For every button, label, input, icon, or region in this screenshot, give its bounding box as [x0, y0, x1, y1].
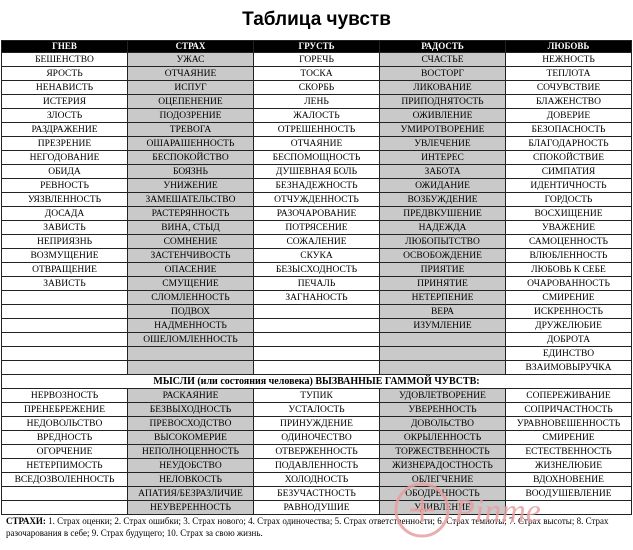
feelings-cell: ДОВЕРИЕ [506, 109, 632, 123]
feelings-cell: ПОДОЗРЕНИЕ [128, 109, 254, 123]
thoughts-cell: ВСЕДОЗВОЛЕННОСТЬ [2, 473, 128, 487]
thoughts-cell: СОПРИЧАСТНОСТЬ [506, 403, 632, 417]
feelings-cell: ПРИНЯТИЕ [380, 277, 506, 291]
feelings-cell: ОТЧАЯНИЕ [128, 67, 254, 81]
thoughts-cell: ВРЕДНОСТЬ [2, 431, 128, 445]
fears-list: 1. Страх оценки; 2. Страх ошибки; 3. Страх нового; 4. Страх одиночества; 5. Страх ответственности; 6. Страх темноты; 7. Страх высоты; 8. Страх разочарования в себе; 9. Страх будущего; 10. Страх за свою жизнь. [6, 516, 609, 538]
feelings-cell: ЛЕНЬ [254, 95, 380, 109]
thoughts-cell: УДИВЛЕНИЕ [380, 501, 506, 515]
header-fear: СТРАХ [128, 41, 254, 53]
feelings-cell: БОЯЗНЬ [128, 165, 254, 179]
thoughts-cell: УСТАЛОСТЬ [254, 403, 380, 417]
thoughts-cell: ЖИЗНЕЛЮБИЕ [506, 459, 632, 473]
header-anger: ГНЕВ [2, 41, 128, 53]
thoughts-row [2, 431, 632, 445]
feelings-cell [254, 319, 380, 333]
thoughts-cell: БЕЗВЫХОДНОСТЬ [128, 403, 254, 417]
feelings-cell: СКУКА [254, 249, 380, 263]
feelings-cell [254, 333, 380, 347]
feelings-cell: НАДЕЖДА [380, 221, 506, 235]
feelings-cell [380, 347, 506, 361]
feelings-cell: СМИРЕНИЕ [506, 291, 632, 305]
feelings-cell: УНИЖЕНИЕ [128, 179, 254, 193]
thoughts-cell: НЕПОЛНОЦЕННОСТЬ [128, 445, 254, 459]
feelings-cell: ПОДВОХ [128, 305, 254, 319]
feelings-cell: ЯРОСТЬ [2, 67, 128, 81]
divider-row [2, 375, 632, 389]
feelings-row [2, 207, 632, 221]
feelings-cell: ОБИДА [2, 165, 128, 179]
feelings-cell: ВОЗМУЩЕНИЕ [2, 249, 128, 263]
thoughts-cell: НЕДОВОЛЬСТВО [2, 417, 128, 431]
feelings-cell [2, 333, 128, 347]
feelings-cell: НАДМЕННОСТЬ [128, 319, 254, 333]
feelings-cell: ВОСХИЩЕНИЕ [506, 207, 632, 221]
thoughts-cell: ПОДАВЛЕННОСТЬ [254, 459, 380, 473]
feelings-cell: РЕВНОСТЬ [2, 179, 128, 193]
feelings-cell: СЛОМЛЕННОСТЬ [128, 291, 254, 305]
thoughts-row [2, 403, 632, 417]
header-joy: РАДОСТЬ [380, 41, 506, 53]
thoughts-cell: РАВНОДУШИЕ [254, 501, 380, 515]
feelings-cell: ГОРЕЧЬ [254, 53, 380, 67]
feelings-cell: ЗАМЕШАТЕЛЬСТВО [128, 193, 254, 207]
thoughts-cell: ВЫСОКОМЕРИЕ [128, 431, 254, 445]
feelings-cell: УВАЖЕНИЕ [506, 221, 632, 235]
feelings-cell: ЛЮБОПЫТСТВО [380, 235, 506, 249]
feelings-cell: ИНТЕРЕС [380, 151, 506, 165]
feelings-cell: ТРЕВОГА [128, 123, 254, 137]
feelings-cell: НЕГОДОВАНИЕ [2, 151, 128, 165]
feelings-cell: САМОЦЕННОСТЬ [506, 235, 632, 249]
feelings-cell: ИДЕНТИЧНОСТЬ [506, 179, 632, 193]
feelings-cell: БЕЗОПАСНОСТЬ [506, 123, 632, 137]
thoughts-cell: ОТВЕРЖЕННОСТЬ [254, 445, 380, 459]
feelings-cell [254, 347, 380, 361]
feelings-cell: ЛЮБОВЬ К СЕБЕ [506, 263, 632, 277]
feelings-cell [380, 361, 506, 375]
thoughts-body [2, 389, 632, 515]
feelings-row [2, 235, 632, 249]
feelings-cell [2, 361, 128, 375]
thoughts-cell: ВООДУШЕВЛЕНИЕ [506, 487, 632, 501]
feelings-cell: БЛАЖЕНСТВО [506, 95, 632, 109]
feelings-row [2, 249, 632, 263]
feelings-row [2, 179, 632, 193]
feelings-cell: ОЖИВЛЕНИЕ [380, 109, 506, 123]
thoughts-cell: ТУПИК [254, 389, 380, 403]
feelings-row [2, 291, 632, 305]
fears-footer [6, 515, 626, 539]
feelings-row [2, 137, 632, 151]
feelings-row [2, 221, 632, 235]
feelings-cell: ПРИПОДНЯТОСТЬ [380, 95, 506, 109]
feelings-cell: СЧАСТЬЕ [380, 53, 506, 67]
feelings-cell: ВЕРА [380, 305, 506, 319]
thoughts-cell [506, 501, 632, 515]
feelings-cell: СОЖАЛЕНИЕ [254, 235, 380, 249]
thoughts-cell: УРАВНОВЕШЕННОСТЬ [506, 417, 632, 431]
feelings-cell: СИМПАТИЯ [506, 165, 632, 179]
feelings-row [2, 263, 632, 277]
feelings-cell: ОЧАРОВАННОСТЬ [506, 277, 632, 291]
feelings-row [2, 53, 632, 67]
feelings-cell: ДРУЖЕЛЮБИЕ [506, 319, 632, 333]
thoughts-divider: МЫСЛИ (или состояния человека) ВЫЗВАННЫЕ ГАММОЙ ЧУВСТВ: [2, 375, 632, 389]
thoughts-cell: НЕТЕРПИМОСТЬ [2, 459, 128, 473]
fears-label: СТРАХИ: [6, 516, 46, 526]
feelings-row [2, 305, 632, 319]
svg-text:Pinme: Pinme [454, 493, 541, 530]
feelings-cell: РАСТЕРЯННОСТЬ [128, 207, 254, 221]
feelings-cell: НЕЖНОСТЬ [506, 53, 632, 67]
thoughts-cell [2, 487, 128, 501]
feelings-cell: НЕПРИЯЗНЬ [2, 235, 128, 249]
thoughts-cell: ОБЛЕГЧЕНИЕ [380, 473, 506, 487]
feelings-cell: ЗАВИСТЬ [2, 277, 128, 291]
feelings-cell: РАЗДРАЖЕНИЕ [2, 123, 128, 137]
feelings-body [2, 53, 632, 375]
feelings-row [2, 81, 632, 95]
feelings-cell: ОТЧАЯНИЕ [254, 137, 380, 151]
thoughts-cell: ПРИНУЖДЕНИЕ [254, 417, 380, 431]
feelings-cell: ОШАРАШЕННОСТЬ [128, 137, 254, 151]
feelings-cell [2, 319, 128, 333]
thoughts-cell: БЕЗУЧАСТНОСТЬ [254, 487, 380, 501]
feelings-cell: ТЕПЛОТА [506, 67, 632, 81]
feelings-cell: БЕЗЫСХОДНОСТЬ [254, 263, 380, 277]
thoughts-cell: ДОВОЛЬСТВО [380, 417, 506, 431]
feelings-cell: ПРЕЗРЕНИЕ [2, 137, 128, 151]
feelings-cell: ИСКРЕННОСТЬ [506, 305, 632, 319]
feelings-cell: ЖАЛОСТЬ [254, 109, 380, 123]
feelings-cell: СОЧУВСТВИЕ [506, 81, 632, 95]
thoughts-cell: НЕУДОБСТВО [128, 459, 254, 473]
feelings-cell [128, 347, 254, 361]
feelings-cell: БЕЗНАДЕЖНОСТЬ [254, 179, 380, 193]
feelings-cell: ПЕЧАЛЬ [254, 277, 380, 291]
feelings-cell: УМИРОТВОРЕНИЕ [380, 123, 506, 137]
feelings-row [2, 319, 632, 333]
thoughts-cell: ПРЕНЕБРЕЖЕНИЕ [2, 403, 128, 417]
thoughts-cell: ХОЛОДНОСТЬ [254, 473, 380, 487]
thoughts-cell: ПРЕВОСХОДСТВО [128, 417, 254, 431]
feelings-row [2, 347, 632, 361]
feelings-cell: ЗАГНАНОСТЬ [254, 291, 380, 305]
feelings-cell: ПОТРЯСЕНИЕ [254, 221, 380, 235]
thoughts-cell: НЕЛОВКОСТЬ [128, 473, 254, 487]
page-title: Таблица чувств [242, 9, 391, 30]
feelings-cell [254, 361, 380, 375]
feelings-cell: ОЖИДАНИЕ [380, 179, 506, 193]
feelings-cell: ИСТЕРИЯ [2, 95, 128, 109]
feelings-cell: ДОБРОТА [506, 333, 632, 347]
thoughts-row [2, 417, 632, 431]
thoughts-cell: ОБОДРЕННОСТЬ [380, 487, 506, 501]
feelings-cell: ОШЕЛОМЛЕННОСТЬ [128, 333, 254, 347]
feelings-cell: ДУШЕВНАЯ БОЛЬ [254, 165, 380, 179]
feelings-cell: ОСВОБОЖДЕНИЕ [380, 249, 506, 263]
feelings-cell: ОЦЕПЕНЕНИЕ [128, 95, 254, 109]
feelings-row [2, 193, 632, 207]
feelings-cell: ВЗАИМОВЫРУЧКА [506, 361, 632, 375]
thoughts-cell: ОДИНОЧЕСТВО [254, 431, 380, 445]
feelings-cell [2, 347, 128, 361]
feelings-row [2, 95, 632, 109]
feelings-row [2, 165, 632, 179]
thoughts-row [2, 501, 632, 515]
thoughts-cell: НЕРВОЗНОСТЬ [2, 389, 128, 403]
header-sadness: ГРУСТЬ [254, 41, 380, 53]
feelings-cell: НЕТЕРПЕНИЕ [380, 291, 506, 305]
feelings-cell: ЗАБОТА [380, 165, 506, 179]
feelings-cell: ВЛЮБЛЕННОСТЬ [506, 249, 632, 263]
header-love: ЛЮБОВЬ [506, 41, 632, 53]
feelings-cell: БЕШЕНСТВО [2, 53, 128, 67]
feelings-cell: УВЛЕЧЕНИЕ [380, 137, 506, 151]
feelings-cell: ИСПУГ [128, 81, 254, 95]
feelings-cell: ЛИКОВАНИЕ [380, 81, 506, 95]
feelings-cell: ТОСКА [254, 67, 380, 81]
feelings-cell: ВИНА, СТЫД [128, 221, 254, 235]
feelings-cell: ВОСТОРГ [380, 67, 506, 81]
feelings-row [2, 67, 632, 81]
thoughts-cell: НЕУВЕРЕННОСТЬ [128, 501, 254, 515]
feelings-row [2, 277, 632, 291]
feelings-cell: УЯЗВЛЕННОСТЬ [2, 193, 128, 207]
feelings-cell: СМУЩЕНИЕ [128, 277, 254, 291]
feelings-cell: ИЗУМЛЕНИЕ [380, 319, 506, 333]
thoughts-row [2, 389, 632, 403]
feelings-row [2, 333, 632, 347]
feelings-cell: СКОРБЬ [254, 81, 380, 95]
thoughts-cell: РАСКАЯНИЕ [128, 389, 254, 403]
feelings-cell: РАЗОЧАРОВАНИЕ [254, 207, 380, 221]
feelings-row [2, 109, 632, 123]
feelings-cell [254, 305, 380, 319]
thoughts-cell: ТОРЖЕСТВЕННОСТЬ [380, 445, 506, 459]
feelings-cell: ПРЕДВКУШЕНИЕ [380, 207, 506, 221]
thoughts-cell: ВДОХНОВЕНИЕ [506, 473, 632, 487]
thoughts-cell: СОПЕРЕЖИВАНИЕ [506, 389, 632, 403]
feelings-cell: ДОСАДА [2, 207, 128, 221]
thoughts-cell: ЕСТЕСТВЕННОСТЬ [506, 445, 632, 459]
thoughts-cell: УДОВЛЕТВОРЕНИЕ [380, 389, 506, 403]
feelings-cell: ОТВРАЩЕНИЕ [2, 263, 128, 277]
feelings-cell: ЗЛОСТЬ [2, 109, 128, 123]
feelings-row [2, 151, 632, 165]
feelings-cell [380, 333, 506, 347]
thoughts-cell: АПАТИЯ/БЕЗРАЗЛИЧИЕ [128, 487, 254, 501]
feelings-cell: ЗАСТЕНЧИВОСТЬ [128, 249, 254, 263]
feelings-cell: ВОЗБУЖДЕНИЕ [380, 193, 506, 207]
feelings-cell: ЗАВИСТЬ [2, 221, 128, 235]
thoughts-cell: ЖИЗНЕРАДОСТНОСТЬ [380, 459, 506, 473]
thoughts-cell: ОГОРЧЕНИЕ [2, 445, 128, 459]
feelings-cell [2, 305, 128, 319]
feelings-cell: БЕСПОМОЩНОСТЬ [254, 151, 380, 165]
thoughts-row [2, 445, 632, 459]
thoughts-row [2, 487, 632, 501]
feelings-cell: СПОКОЙСТВИЕ [506, 151, 632, 165]
feelings-cell: ОТРЕШЕННОСТЬ [254, 123, 380, 137]
feelings-cell: СОМНЕНИЕ [128, 235, 254, 249]
feelings-cell: БЕСПОКОЙСТВО [128, 151, 254, 165]
feelings-cell [2, 291, 128, 305]
thoughts-cell [2, 501, 128, 515]
feelings-table [1, 40, 632, 515]
feelings-cell: ОПАСЕНИЕ [128, 263, 254, 277]
feelings-cell: БЛАГОДАРНОСТЬ [506, 137, 632, 151]
feelings-cell: ОТЧУЖДЕННОСТЬ [254, 193, 380, 207]
thoughts-cell: ОКРЫЛЕННОСТЬ [380, 431, 506, 445]
feelings-row [2, 123, 632, 137]
feelings-cell: ПРИЯТИЕ [380, 263, 506, 277]
header-row [2, 41, 632, 53]
feelings-row [2, 361, 632, 375]
thoughts-cell: СМИРЕНИЕ [506, 431, 632, 445]
feelings-cell: ГОРДОСТЬ [506, 193, 632, 207]
feelings-cell: ЕДИНСТВО [506, 347, 632, 361]
thoughts-row [2, 473, 632, 487]
thoughts-cell: УВЕРЕННОСТЬ [380, 403, 506, 417]
feelings-cell [128, 361, 254, 375]
feelings-cell: УЖАС [128, 53, 254, 67]
feelings-cell: НЕНАВИСТЬ [2, 81, 128, 95]
thoughts-row [2, 459, 632, 473]
